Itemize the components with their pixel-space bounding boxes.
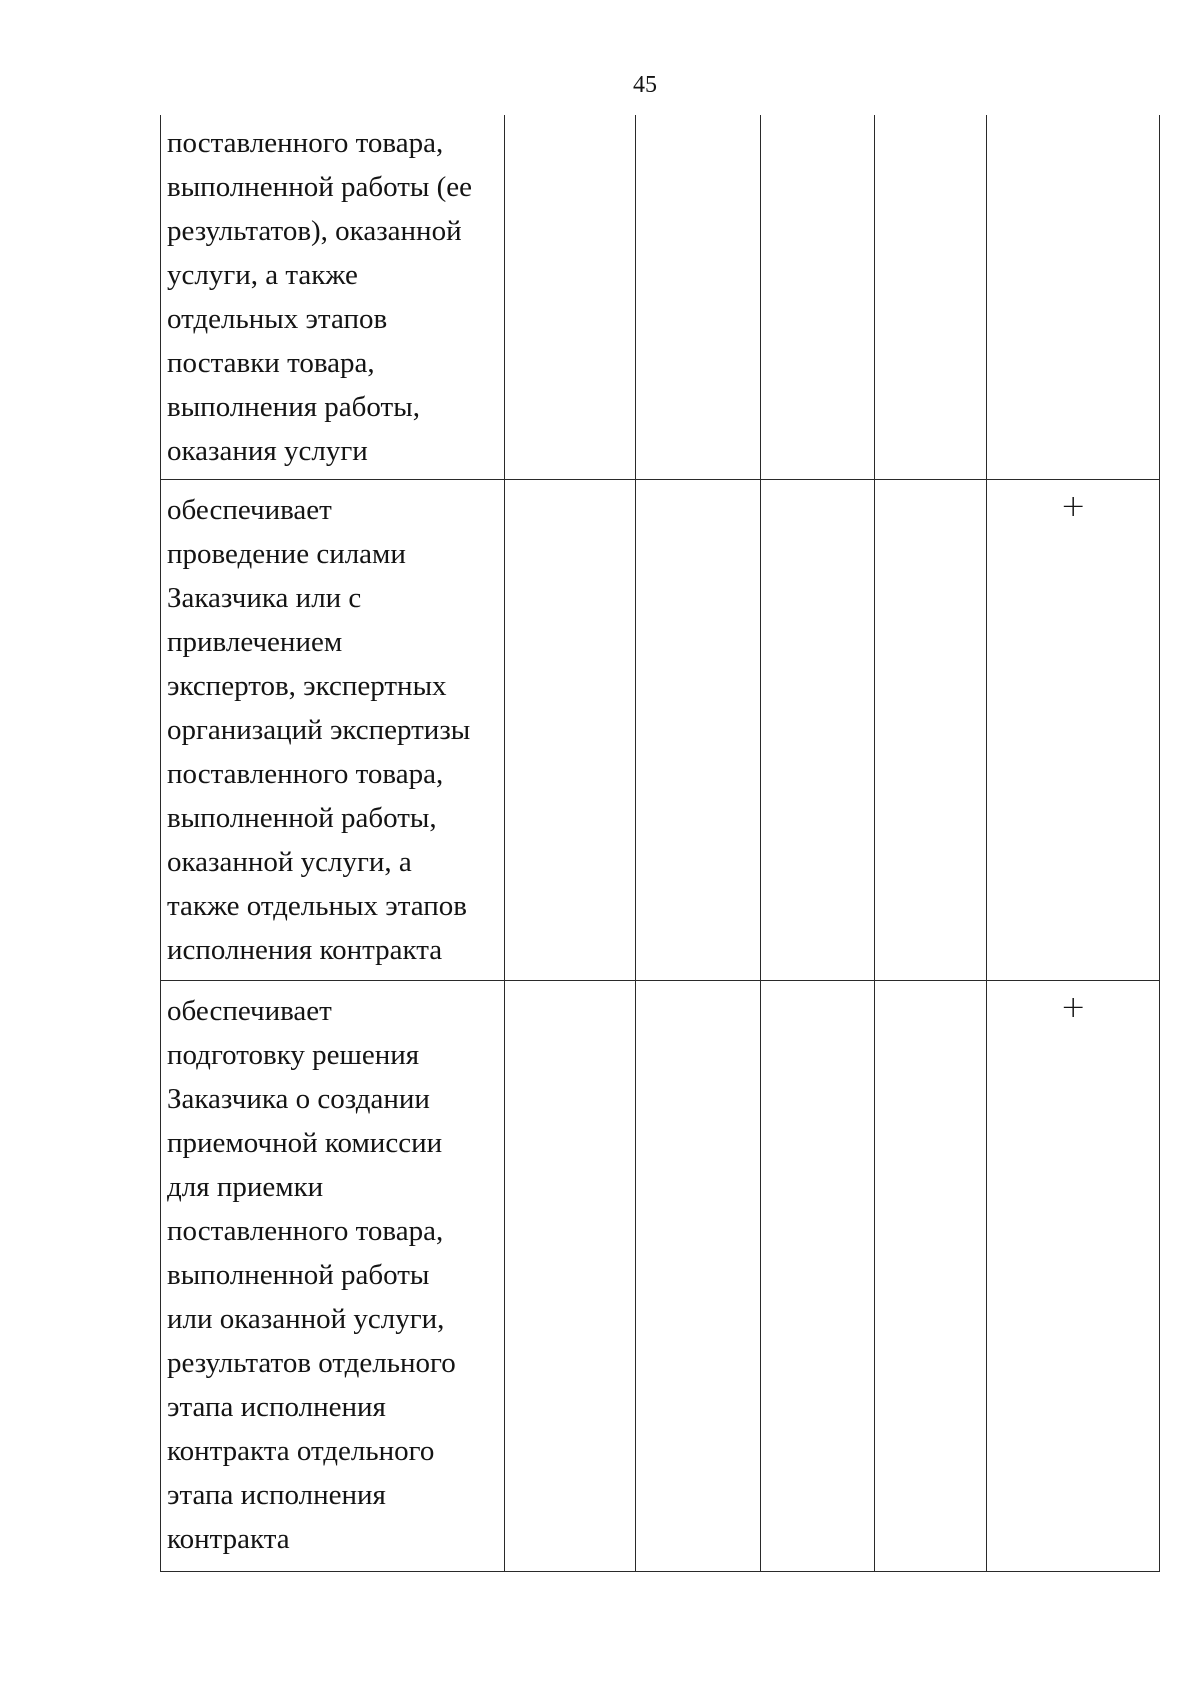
function-description: обеспечивает проведение силами Заказчика или с привлечением экспертов, экспертных организаций экспертизы поставленного товара, выполненной работы, оказанной услуги, а также отдельных этапов исполнения контракта	[167, 494, 471, 966]
page-number: 45	[633, 72, 657, 98]
mark	[761, 480, 874, 492]
function-description-cell	[161, 480, 505, 981]
mark	[761, 981, 874, 993]
plus-mark: +	[1060, 489, 1086, 524]
mark-cell	[761, 981, 875, 1572]
mark	[505, 115, 635, 127]
table-row	[161, 480, 1160, 981]
plus-mark: +	[1060, 990, 1086, 1025]
mark-cell	[874, 480, 987, 981]
mark	[875, 981, 987, 993]
mark-cell	[761, 480, 875, 981]
mark-cell	[636, 115, 761, 480]
mark-cell	[987, 981, 1160, 1572]
mark	[636, 981, 760, 993]
mark-cell	[987, 115, 1160, 480]
mark	[761, 115, 874, 127]
mark-cell	[636, 480, 761, 981]
function-description: поставленного товара, выполненной работы (ее результатов), оказанной услуги, а также отдельных этапов поставки товара, выполнения работы, оказания услуги	[167, 127, 473, 467]
mark-cell	[761, 115, 875, 480]
mark	[987, 115, 1159, 127]
mark	[875, 115, 987, 127]
mark-cell	[636, 981, 761, 1572]
responsibility-table	[160, 115, 1160, 1572]
mark-cell	[505, 480, 636, 981]
mark	[875, 480, 987, 492]
mark	[636, 480, 760, 492]
mark	[636, 115, 760, 127]
table-row	[161, 981, 1160, 1572]
mark	[505, 981, 635, 993]
mark-cell	[874, 981, 987, 1572]
mark	[505, 480, 635, 492]
mark-cell	[874, 115, 987, 480]
mark-cell	[505, 981, 636, 1572]
mark-cell	[505, 115, 636, 480]
function-description: обеспечивает подготовку решения Заказчика о создании приемочной комиссии для приемки поставленного товара, выполненной работы или оказанной услуги, результатов отдельного этапа исполнения контракта отдельного этапа исполнения контракта	[167, 995, 456, 1555]
function-description-cell	[161, 115, 505, 480]
function-description-cell	[161, 981, 505, 1572]
mark-cell	[987, 480, 1160, 981]
table-row	[161, 115, 1160, 480]
